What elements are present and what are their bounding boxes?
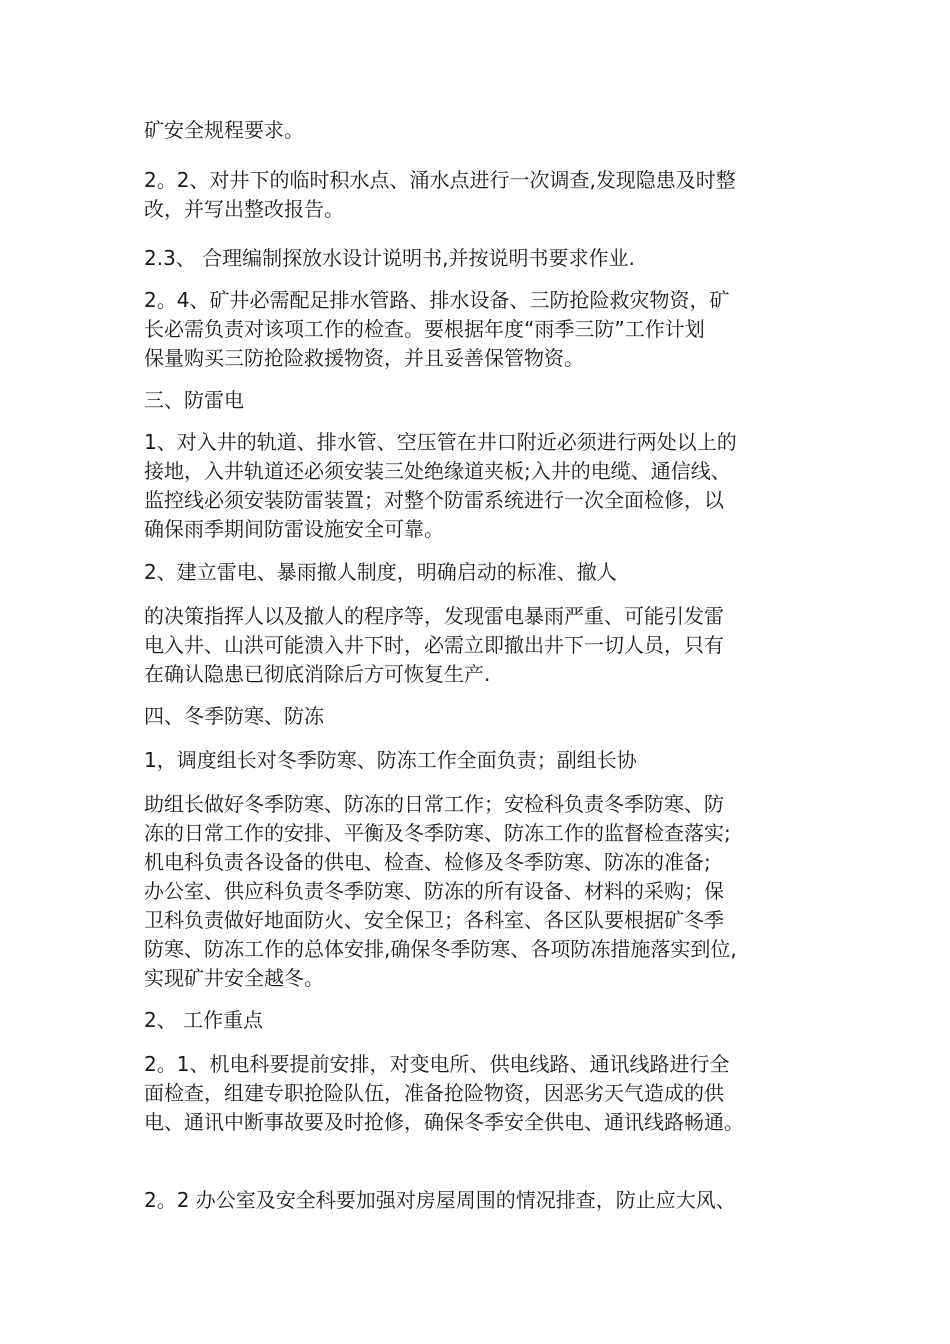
text-line: 确保雨季期间防雷设施安全可靠。	[144, 517, 444, 541]
text-line: 四、冬季防寒、防冻	[144, 704, 324, 728]
text-line: 改，并写出整改报告。	[144, 197, 344, 221]
text-line: 长必需负责对该项工作的检查。要根据年度“雨季三防”工作计划	[144, 317, 705, 341]
text-line: 助组长做好冬季防寒、防冻的日常工作；安检科负责冬季防寒、防	[144, 792, 724, 816]
text-line: 接地，入井轨道还必须安装三处绝缘道夹板;入井的电缆、通信线、	[144, 459, 731, 483]
text-line: 矿安全规程要求。	[144, 118, 304, 142]
text-line: 保量购买三防抢险救援物资，并且妥善保管物资。	[144, 346, 584, 370]
text-line: 电入井、山洪可能溃入井下时，必需立即撤出井下一切人员，只有	[144, 633, 724, 657]
heading-winter-protection	[144, 702, 824, 731]
text-line: 冻的日常工作的安排、平衡及冬季防寒、防冻工作的监督检查落实;	[144, 821, 731, 845]
text-line: 三、防雷电	[144, 388, 244, 412]
text-line: 1、对入井的轨道、排水管、空压管在井口附近必须进行两处以上的	[144, 430, 737, 454]
text-line: 实现矿井安全越冬。	[144, 966, 324, 990]
text-line: 电、通讯中断事故要及时抢修，确保冬季安全供电、通讯线路畅通。	[144, 1110, 744, 1134]
paragraph-lightning-1	[144, 428, 824, 544]
text-line: 防寒、防冻工作的总体安排,确保冬季防寒、各项防冻措施落实到位,	[144, 937, 737, 961]
paragraph-2-2-water-survey	[144, 166, 824, 224]
text-line: 面检查，组建专职抢险队伍，准备抢险物资，因恶劣天气造成的供	[144, 1081, 724, 1105]
paragraph-evacuation	[144, 602, 824, 689]
paragraph-2-3-drainage-design	[144, 244, 824, 273]
text-line: 办公室、供应科负责冬季防寒、防冻的所有设备、材料的采购；保	[144, 879, 724, 903]
paragraph-winter-1	[144, 746, 824, 775]
paragraph-mine-safety-rules	[144, 116, 824, 145]
text-line: 机电科负责各设备的供电、检查、检修及冬季防寒、防冻的准备;	[144, 850, 711, 874]
text-line: 在确认隐患已彻底消除后方可恢复生产.	[144, 662, 491, 686]
text-line: 2.3、 合理编制探放水设计说明书,并按说明书要求作业.	[144, 246, 635, 270]
text-line: 监控线必须安装防雷装置；对整个防雷系统进行一次全面检修，以	[144, 488, 724, 512]
text-line: 2。2 办公室及安全科要加强对房屋周围的情况排查，防止应大风、	[144, 1188, 736, 1212]
heading-work-focus	[144, 1006, 824, 1035]
heading-lightning-protection	[144, 386, 824, 415]
text-line: 2。4、矿井必需配足排水管路、排水设备、三防抢险救灾物资，矿	[144, 288, 730, 312]
text-line: 2。1、机电科要提前安排，对变电所、供电线路、通讯线路进行全	[144, 1052, 730, 1076]
text-line: 1，调度组长对冬季防寒、防冻工作全面负责；副组长协	[144, 748, 637, 772]
paragraph-winter-duties	[144, 790, 824, 993]
text-line: 2、 工作重点	[144, 1008, 264, 1032]
paragraph-lightning-2	[144, 558, 824, 587]
text-line: 2。2、对井下的临时积水点、涌水点进行一次调查,发现隐患及时整	[144, 168, 736, 192]
paragraph-2-1-electrical	[144, 1050, 824, 1137]
text-line: 卫科负责做好地面防火、安全保卫；各科室、各区队要根据矿冬季	[144, 908, 724, 932]
paragraph-2-4-equipment	[144, 286, 824, 373]
paragraph-2-2-office-safety	[144, 1186, 824, 1215]
text-line: 的决策指挥人以及撤人的程序等，发现雷电暴雨严重、可能引发雷	[144, 604, 724, 628]
text-line: 2、建立雷电、暴雨撤人制度，明确启动的标准、撤人	[144, 560, 617, 584]
